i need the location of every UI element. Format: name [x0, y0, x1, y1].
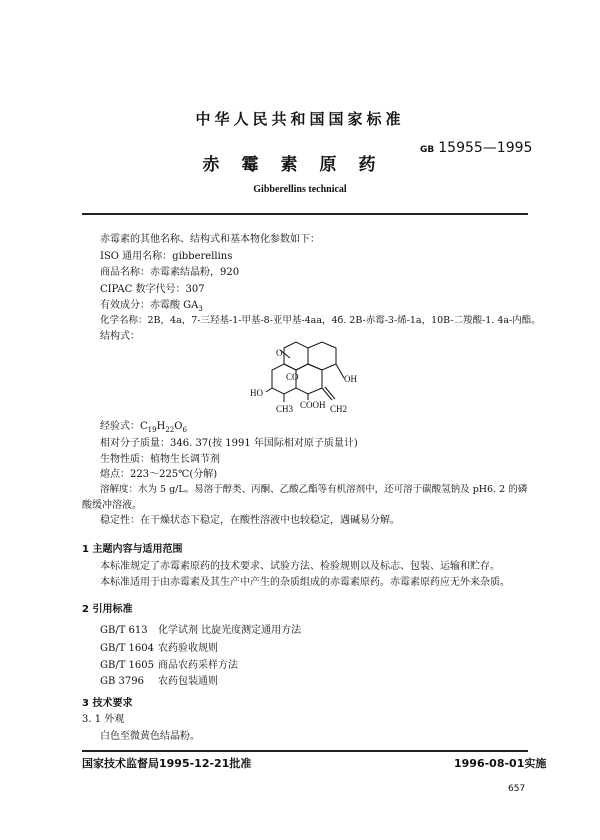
- solubility-line1: 溶解度：水为 5 g/L。易溶于醇类、丙酮、乙酸乙酯等有机溶剂中，还可溶于碳酸氢钠及 pH6. 2 的磷: [100, 484, 528, 495]
- page-number: 657: [508, 784, 526, 794]
- label-o: O: [276, 348, 283, 358]
- biological-property: 生物性质：植物生长调节剂: [100, 454, 220, 465]
- section-1-para-2: 本标准适用于由赤霉素及其生产中产生的杂质组成的赤霉素原药。赤霉素原药应无外来杂质。: [100, 577, 510, 588]
- melting-point: 熔点：223～225℃(分解): [100, 469, 218, 480]
- reference-item: GB 3796 农药包装通则: [100, 676, 218, 687]
- bond-ho: [266, 388, 272, 392]
- active-ingredient: 有效成分：赤霉酸 $GA_3$: [100, 300, 203, 313]
- ring-d: [296, 364, 322, 394]
- stability: 稳定性：在干燥状态下稳定，在酸性溶液中也较稳定，遇碱易分解。: [100, 515, 400, 526]
- approval-date: 国家技术监督局1995-12-21批准: [82, 757, 252, 770]
- reference-item: GB/T 1605 商品农药采样方法: [100, 660, 238, 671]
- reference-item: GB/T 1604 农药验收规则: [100, 643, 218, 654]
- standard-title-cn: 赤霉素原药: [202, 155, 398, 175]
- chemical-name: 化学名称：2B，4a，7-三羟基-1-甲基-8-亚甲基-4aa，4б. 2B-赤霉-3-烯-1a，10B-二羧酸-1. 4a-内酯。: [100, 315, 541, 326]
- section-3-1-text: 白色至微黄色结晶粉。: [100, 731, 200, 742]
- section-1-para-1: 本标准规定了赤霉素原药的技术要求、试验方法、检验规则以及标志、包装、运输和贮存。: [100, 561, 500, 572]
- section-3-1-heading: 3. 1 外观: [82, 714, 125, 725]
- label-ch3: CH3: [276, 404, 294, 414]
- section-3-heading: 3 技术要求: [82, 698, 133, 709]
- issuing-authority: 中华人民共和国国家标准: [195, 110, 405, 128]
- cipac-code: CIPAC 数字代号：307: [100, 284, 205, 295]
- empirical-formula: 经验式：$C_{19}H_{22}O_6$: [100, 421, 187, 434]
- effective-date: 1996-08-01实施: [454, 757, 547, 770]
- trade-name: 商品名称：赤霉素结晶粉，920: [100, 267, 240, 278]
- label-co: CO: [286, 372, 299, 382]
- intro-lead: 赤霉素的其他名称、结构式和基本物化参数如下：: [100, 234, 320, 245]
- label-cooh: COOH: [300, 400, 326, 410]
- header-divider: [82, 213, 528, 215]
- standard-title-en: Gibberellins technical: [253, 184, 347, 195]
- footer-divider: [82, 750, 528, 752]
- label-oh: OH: [344, 374, 357, 384]
- structure-label: 结构式：: [100, 331, 140, 342]
- label-ch2: CH2: [330, 404, 348, 414]
- standard-prefix: GB: [420, 145, 435, 155]
- standard-code: 15955—1995: [438, 140, 533, 156]
- label-ho: HO: [250, 388, 263, 398]
- molecular-weight: 相对分子质量：346. 37(按 1991 年国际相对原子质量计): [100, 438, 358, 449]
- bond-oh: [336, 364, 344, 378]
- solubility-line2: 酸缓冲溶液。: [82, 500, 142, 511]
- iso-name: ISO 通用名称：gibberellins: [100, 251, 233, 262]
- structural-formula: [248, 338, 368, 420]
- reference-item: GB/T 613 化学试剂 比旋光度测定通用方法: [100, 625, 302, 636]
- section-1-heading: 1 主题内容与适用范围: [82, 544, 183, 555]
- section-2-heading: 2 引用标准: [82, 604, 133, 615]
